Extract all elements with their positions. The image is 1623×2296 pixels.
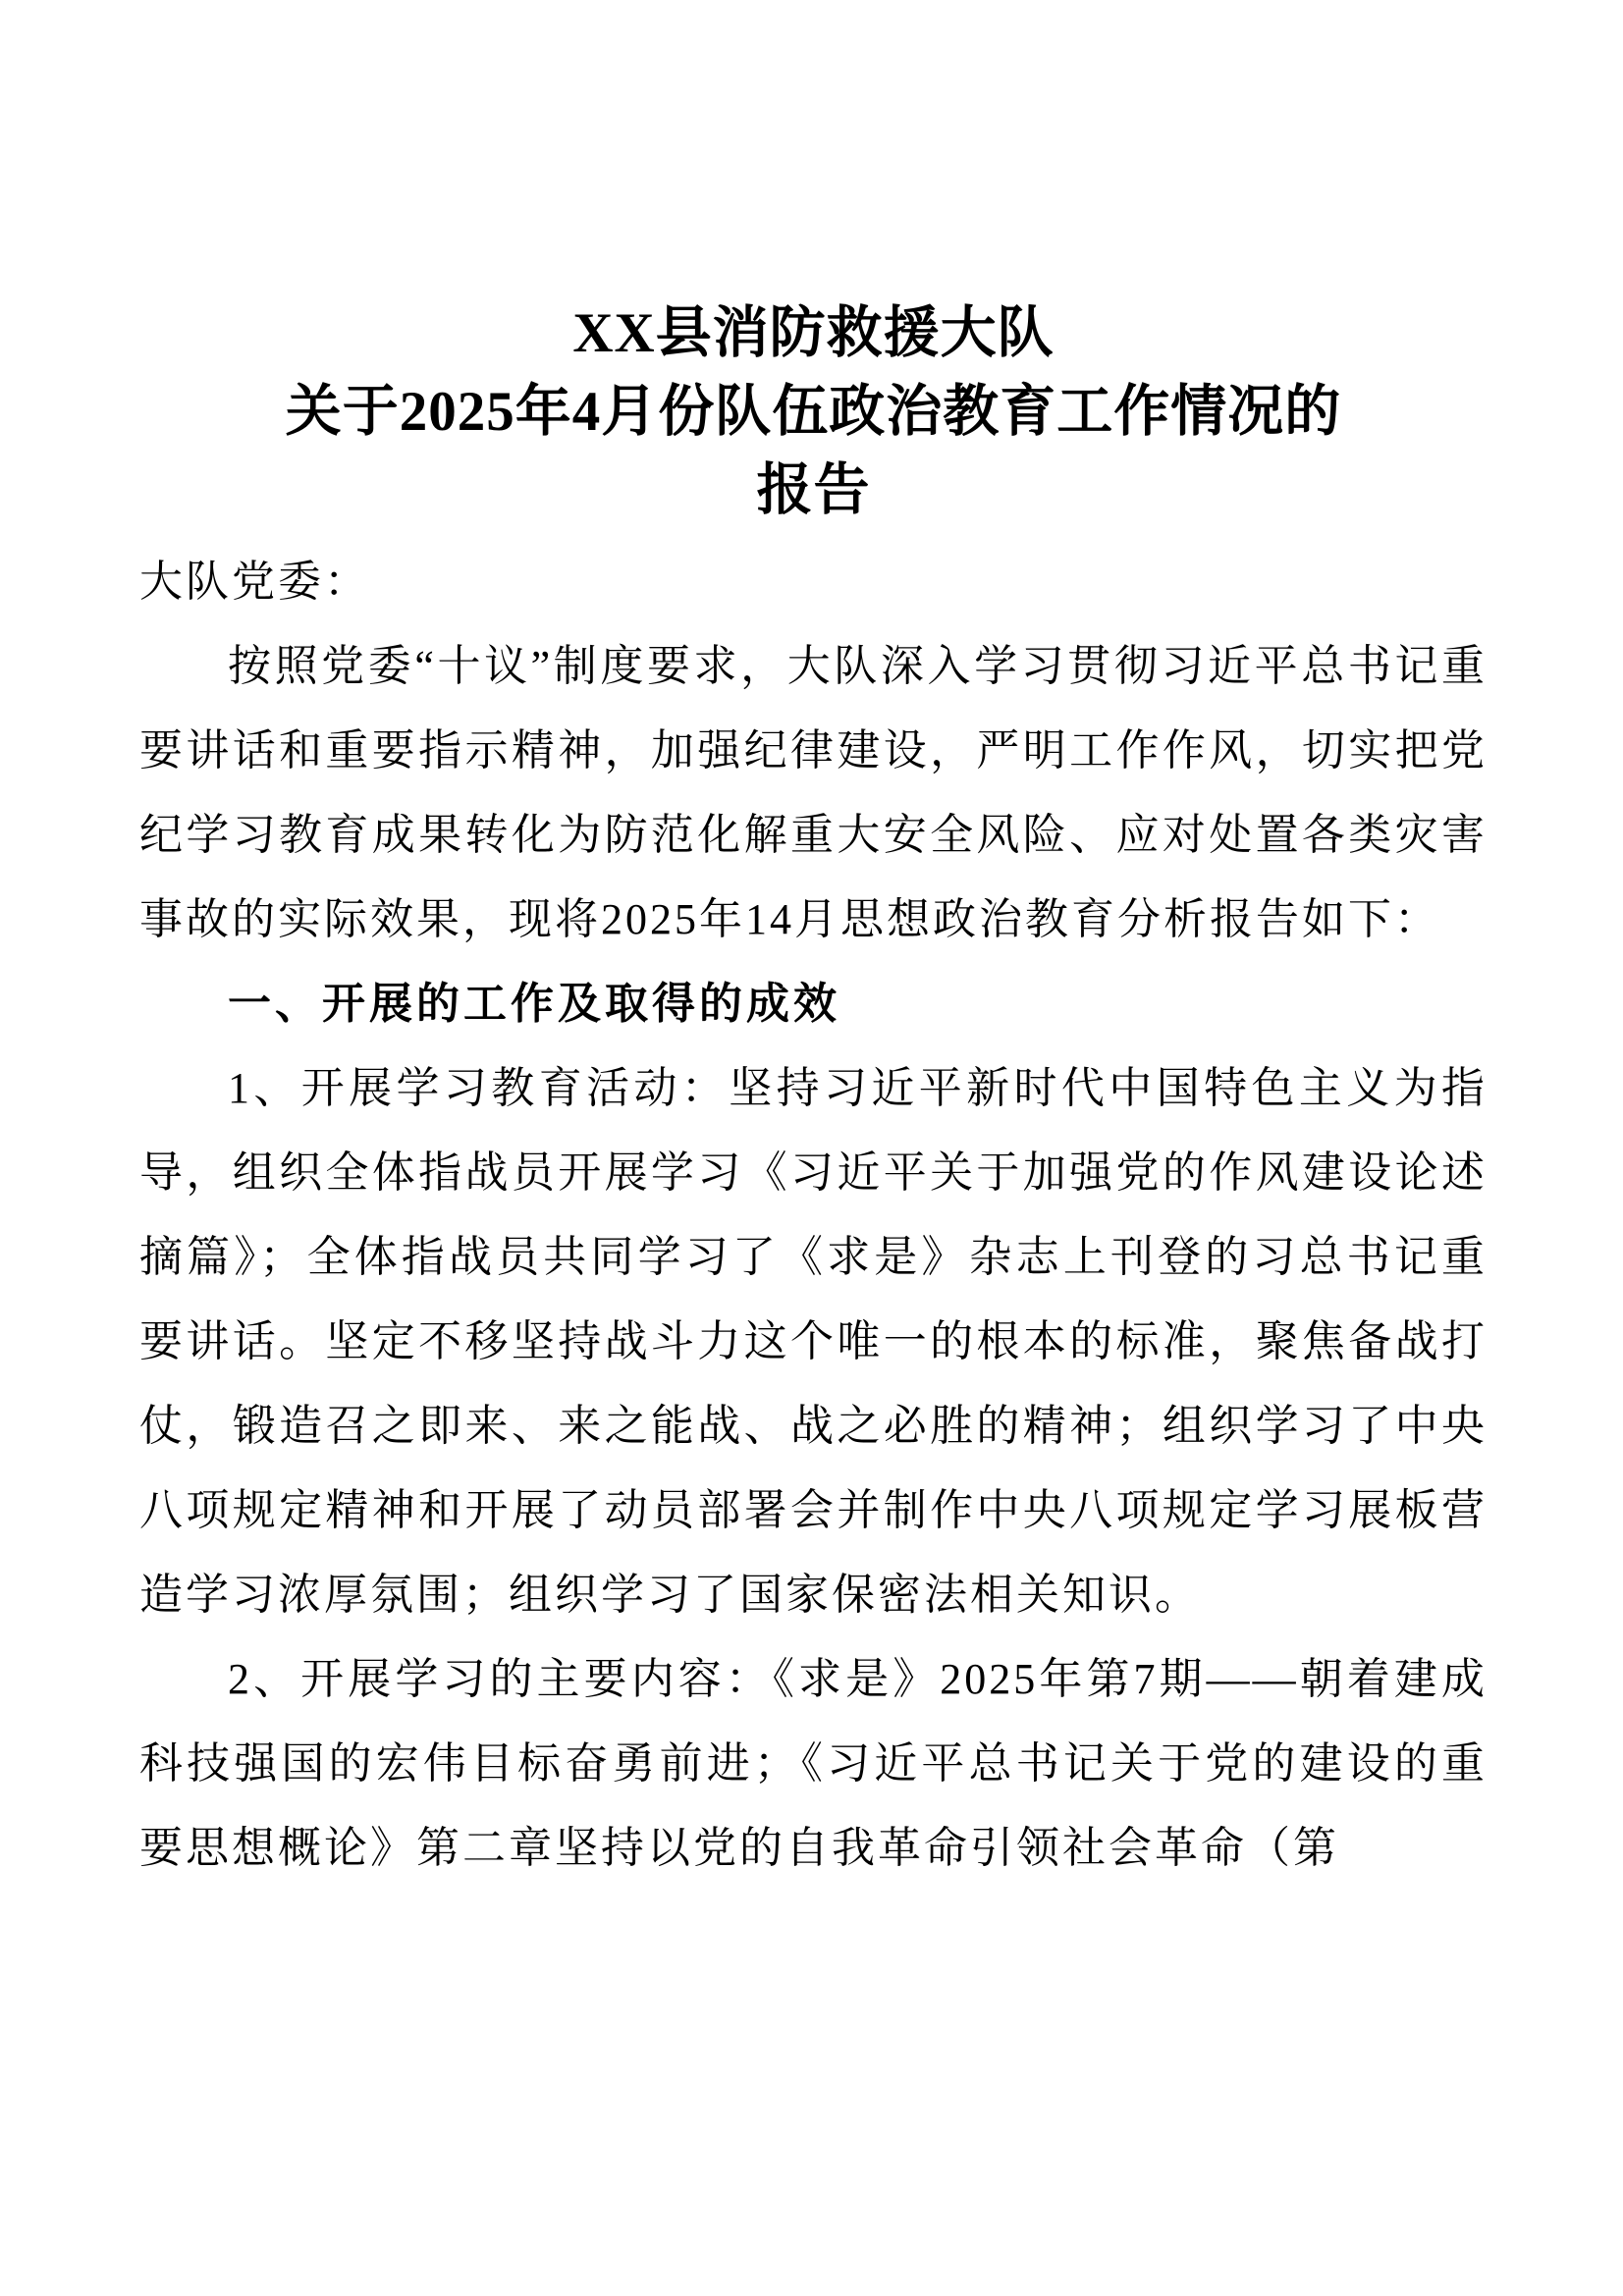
title-line-3: 报告 [756, 459, 871, 521]
paragraph-intro: 按照党委“十议”制度要求，大队深入学习贯彻习近平总书记重要讲话和重要指示精神，加强纪律建设，严明工作作风，切实把党纪学习教育成果转化为防范化解重大安全风险、应对处置各类灾害事故的实际效果，现将2025年14月思想政治教育分析报告如下： [139, 642, 1488, 943]
section-heading-1: 一、开展的工作及取得的成效 [228, 980, 840, 1028]
title-line-2: 关于2025年4月份队伍政治教育工作情况的 [285, 381, 1342, 443]
title-line-1: XX县消防救援大队 [572, 302, 1055, 364]
document-body [139, 540, 1488, 1891]
document-title [139, 294, 1488, 530]
paragraph-item-2: 2、开展学习的主要内容：《求是》2025年第7期——朝着建成科技强国的宏伟目标奋勇前进；《习近平总书记关于党的建设的重要思想概论》第二章坚持以党的自我革命引领社会革命（第 [139, 1655, 1488, 1872]
paragraph-item-1: 1、开展学习教育活动：坚持习近平新时代中国特色主义为指导，组织全体指战员开展学习《习近平关于加强党的作风建设论述摘篇》；全体指战员共同学习了《求是》杂志上刊登的习总书记重要讲话。坚定不移坚持战斗力这个唯一的根本的标准，聚焦备战打仗，锻造召之即来、来之能战、战之必胜的精神；组织学习了中央八项规定精神和开展了动员部署会并制作中央八项规定学习展板营造学习浓厚氛围；组织学习了国家保密法相关知识。 [139, 1064, 1488, 1619]
salutation: 大队党委： [139, 558, 370, 606]
